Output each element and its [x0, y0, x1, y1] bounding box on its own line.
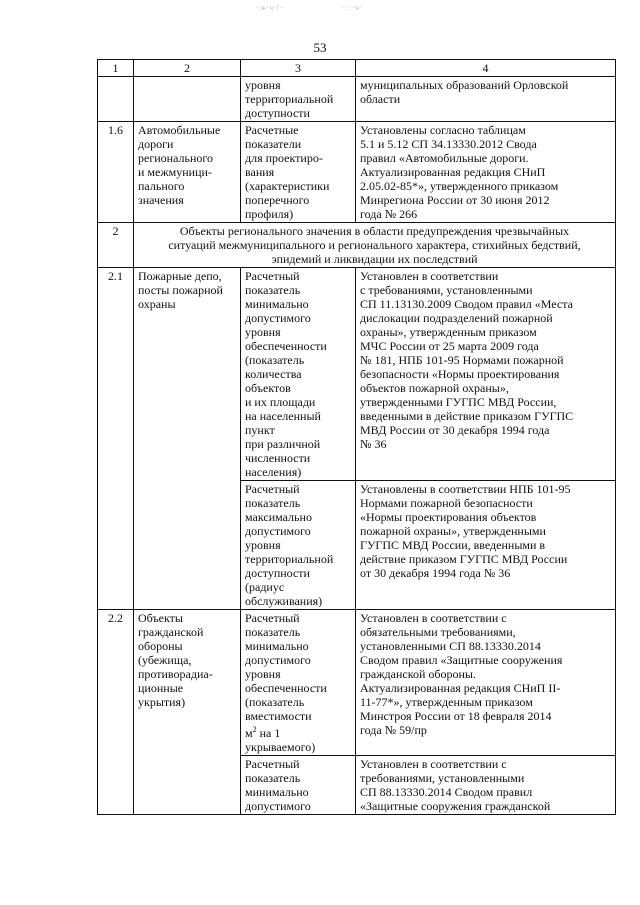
section-title: Объекты регионального значения в области предупреждения чрезвычайных ситуаций межмуниципального и регионального характера, стихийных бедствий, эпидемий и ликвидации их последствий: [134, 223, 616, 268]
table-row: [98, 610, 616, 756]
row-number: 2.2: [98, 610, 134, 815]
indicator-cell: Расчетный показатель минимально допустимого: [241, 756, 356, 815]
indicator-text: Расчетный показатель минимально допустимого уровня обеспеченности (показатель вместимости м: [245, 611, 327, 740]
object-cell: Объекты гражданской обороны (убежища, противорадиа- ционные укрытия): [134, 610, 241, 815]
justification-cell: Установлен в соответствии с обязательными требованиями, установленными СП 88.13330.2014 Сводом правил «Защитные сооружения гражданской обороны. Актуализированная редакция СНиП II- 11-77*», утвержденным приказом Минстроя России от 18 февраля 2014 года № 59/пр: [356, 610, 616, 756]
justification-cell: Установлен в соответствии с требованиями, установленными СП 11.13130.2009 Сводом правил «Места дислокации подразделений пожарной охраны», утвержденным приказом МЧС России от 25 марта 2009 года № 181, НПБ 101-95 Нормами пожарной безопасности «Нормы проектирования объектов пожарной охраны», утвержденными ГУГПС МВД России, введенными в действие приказом ГУГПС МВД России от 30 декабря 1994 года № 36: [356, 268, 616, 481]
row-number: 2.1: [98, 268, 134, 610]
table-row: [98, 122, 616, 223]
scan-artifact: ·:·:·ч·: [342, 4, 363, 12]
section-number: 2: [98, 223, 134, 268]
object-cell: Пожарные депо, посты пожарной охраны: [134, 268, 241, 610]
indicator-cell: Расчетные показатели для проектиро- вания (характеристики поперечного профиля): [241, 122, 356, 223]
section-row: [98, 223, 616, 268]
justification-cell: Установлены согласно таблицам 5.1 и 5.12 СП 34.13330.2012 Свода правил «Автомобильные дороги. Актуализированная редакция СНиП 2.05.02-85*», утвержденного приказом Минрегиона России от 30 июня 2012 года № 266: [356, 122, 616, 223]
page-number: 53: [313, 40, 327, 55]
justification-cell: Установлены в соответствии НПБ 101-95 Нормами пожарной безопасности «Нормы проектирования объектов пожарной охраны», утвержденными ГУГПС МВД России, введенными в действие приказом ГУГПС МВД России от 30 декабря 1994 года № 36: [356, 481, 616, 610]
column-header: 2: [134, 60, 241, 77]
indicator-cell: уровня территориальной доступности: [241, 77, 356, 122]
regulation-table: [97, 59, 616, 815]
object-cell: Автомобильные дороги регионального и межмуници- пального значения: [134, 122, 241, 223]
justification-cell: муниципальных образований Орловской области: [356, 77, 616, 122]
justification-cell: Установлен в соответствии с требованиями, установленными СП 88.13330.2014 Сводом правил «Защитные сооружения гражданской: [356, 756, 616, 815]
scan-artifact: ·:ж·ч·!··: [256, 4, 285, 12]
row-number: [98, 77, 134, 122]
indicator-cell: Расчетный показатель минимально допустимого уровня обеспеченности (показатель количества объектов и их площади на населенный пункт при различной численности населения): [241, 268, 356, 481]
table-row: [98, 77, 616, 122]
object-cell: [134, 77, 241, 122]
indicator-cell: Расчетный показатель максимально допустимого уровня территориальной доступности (радиус обслуживания): [241, 481, 356, 610]
column-header: 3: [241, 60, 356, 77]
column-header: 1: [98, 60, 134, 77]
superscript: 2: [252, 725, 257, 734]
table-row: [98, 268, 616, 481]
indicator-cell: [241, 610, 356, 756]
column-header: 4: [356, 60, 616, 77]
indicator-text: на 1 укрываемого): [245, 726, 316, 754]
row-number: 1.6: [98, 122, 134, 223]
table-header-row: [98, 60, 616, 77]
